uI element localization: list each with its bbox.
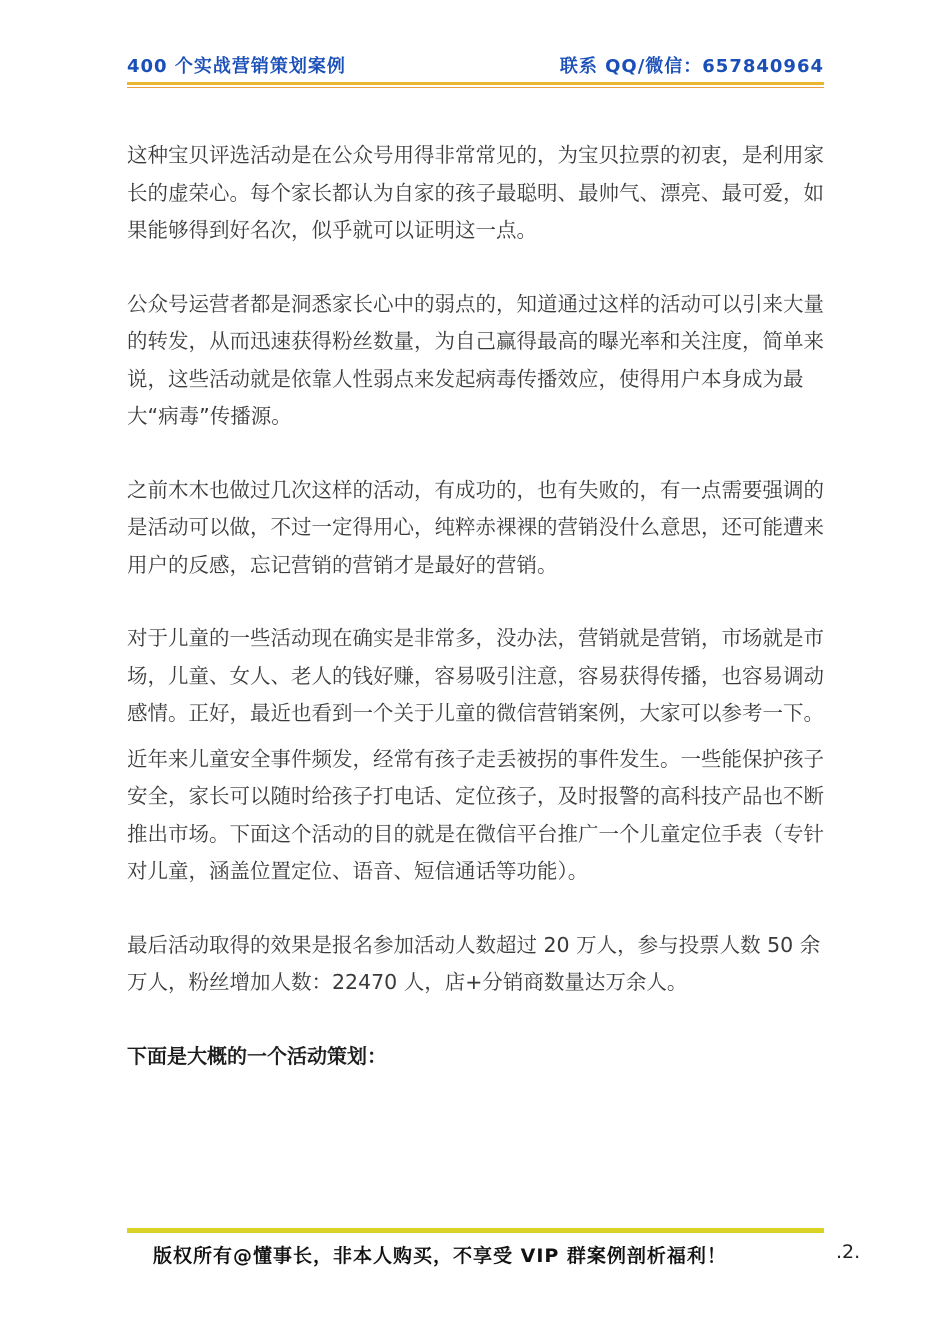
paragraph-6: 最后活动取得的效果是报名参加活动人数超过 20 万人，参与投票人数 50 余万人，粉丝增加人数：22470 人，店+分销商数量达万余人。 — [127, 932, 821, 994]
header-title: 400 个实战营销策划案例 — [127, 56, 346, 77]
paragraph-4: 对于儿童的一些活动现在确实是非常多，没办法，营销就是营销，市场就是市场，儿童、女人、老人的钱好赚，容易吸引注意，容易获得传播，也容易调动感情。正好，最近也看到一个关于儿童的微信营销案例，大家可以参考一下。 — [127, 626, 824, 725]
header-divider-thin — [127, 87, 824, 88]
paragraph-1: 这种宝贝评选活动是在公众号用得非常常见的，为宝贝拉票的初衷，是利用家长的虚荣心。每个家长都认为自家的孩子最聪明、最帅气、漂亮、最可爱，如果能够得到好名次，似乎就可以证明这一点。 — [127, 143, 824, 242]
footer-divider — [127, 1228, 824, 1233]
document-body — [127, 137, 827, 1075]
paragraph-3: 之前木木也做过几次这样的活动，有成功的，也有失败的，有一点需要强调的是活动可以做，不过一定得用心，纯粹赤裸裸的营销没什么意思，还可能遭来用户的反感，忘记营销的营销才是最好的营销。 — [127, 477, 824, 577]
page-header — [127, 52, 824, 82]
footer-copyright: 版权所有@懂事长，非本人购买，不享受 VIP 群案例剖析福利！ — [153, 1245, 727, 1267]
paragraph-5: 近年来儿童安全事件频发，经常有孩子走丢被拐的事件发生。一些能保护孩子安全，家长可以随时给孩子打电话、定位孩子，及时报警的高科技产品也不断推出市场。下面这个活动的目的就是在微信平台推广一个儿童定位手表（专针对儿童，涵盖位置定位、语音、短信通话等功能）。 — [127, 746, 824, 883]
paragraph-2: 公众号运营者都是洞悉家长心中的弱点的，知道通过这样的活动可以引来大量的转发，从而迅速获得粉丝数量，为自己赢得最高的曝光率和关注度，简单来说，这些活动就是依靠人性弱点来发起病毒传播效应，使得用户本身成为最大“病毒”传播源。 — [127, 291, 824, 428]
header-contact: 联系 QQ/微信：657840964 — [559, 56, 824, 77]
header-divider — [127, 82, 824, 85]
page-number: .2. — [836, 1241, 861, 1263]
section-heading: 下面是大概的一个活动策划： — [127, 1043, 387, 1068]
